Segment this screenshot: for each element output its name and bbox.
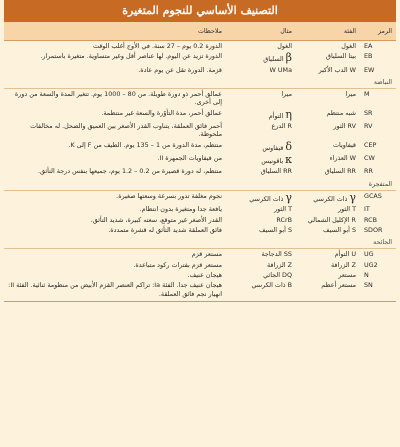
cell-example-text: R الدرع bbox=[271, 122, 292, 131]
cell-example-text: DQ الجاثي bbox=[263, 271, 292, 280]
cell-class bbox=[296, 260, 360, 270]
cell-example-text: Z الزرافة bbox=[266, 260, 292, 269]
cell-class-text: RV الثور bbox=[333, 122, 356, 131]
cell-symbol: CW bbox=[364, 154, 375, 163]
table-row bbox=[4, 225, 396, 235]
classification-table bbox=[4, 22, 396, 299]
cell-example bbox=[226, 204, 296, 214]
cell-class bbox=[296, 89, 360, 108]
group-row bbox=[4, 235, 396, 249]
cell-class-text: RR السلياق bbox=[324, 167, 356, 176]
cell-example-text: RR السلياق bbox=[260, 167, 292, 176]
cell-class-text: R الإكليل الشمالي bbox=[307, 215, 356, 224]
cell-class-text: ذات الكرسي bbox=[313, 194, 348, 203]
table-row bbox=[4, 89, 396, 108]
cell-symbol: IT bbox=[364, 205, 370, 214]
cell-class-greek-letter: γ bbox=[349, 190, 356, 204]
cell-example bbox=[226, 190, 296, 204]
table-row bbox=[4, 166, 396, 176]
cell-notes: يافعة جدا ومتغيرة بدون انتظام. bbox=[139, 205, 222, 214]
cell-example bbox=[226, 280, 296, 299]
cell-example bbox=[226, 153, 296, 166]
cell-example bbox=[226, 140, 296, 153]
cell-notes: مستعر قزم بفترات ركود متباعدة. bbox=[133, 260, 222, 269]
cell-example bbox=[226, 89, 296, 108]
cell-class bbox=[296, 280, 360, 299]
cell-example-text: ذات الكرسي bbox=[249, 194, 284, 203]
cell-class-text: الغول bbox=[341, 42, 356, 50]
cell-example-text: السلياق bbox=[263, 55, 284, 64]
cell-symbol: GCAS bbox=[364, 191, 382, 200]
cell-class-text: W العذراء bbox=[329, 154, 356, 163]
cell-symbol: SN bbox=[364, 281, 373, 290]
cell-example-text: الغول bbox=[277, 42, 292, 50]
cell-example-text: قيفاوس bbox=[262, 143, 284, 152]
cell-notes: عمالق أحمر، مدة التأوّرة والسعة غير منتظمة. bbox=[101, 108, 222, 117]
cell-example-text: RCrB bbox=[276, 215, 292, 224]
cell-symbol: CEP bbox=[364, 140, 377, 149]
cell-class bbox=[296, 121, 360, 140]
cell-symbol: EB bbox=[364, 52, 373, 61]
table-row bbox=[4, 121, 396, 140]
cell-example-greek-letter: γ bbox=[285, 190, 292, 204]
cell-example-greek-letter: η bbox=[285, 107, 292, 121]
cell-symbol: UG bbox=[364, 250, 374, 259]
cell-symbol: M bbox=[364, 90, 370, 99]
cell-class-text: شبه منتظم bbox=[326, 108, 356, 117]
cell-example-text: B ذات الكرسي bbox=[251, 281, 292, 290]
cell-notes: منتظم، مدة الدورة من 1 – 135 يوم. الطيف من F إلى K. bbox=[68, 140, 222, 149]
table-row bbox=[4, 41, 396, 52]
cell-example-text: باڤونيس bbox=[261, 157, 284, 166]
table-title: التصنيف الأساسي للنجوم المتغيرة bbox=[4, 0, 396, 22]
cell-example bbox=[226, 166, 296, 176]
cell-symbol: RCB bbox=[364, 215, 377, 224]
cell-notes: مستعر قزم bbox=[191, 250, 222, 259]
table-row bbox=[4, 204, 396, 214]
table-row bbox=[4, 51, 396, 64]
cell-notes: الدورة تزيد عن اليوم. لها عناصر أقل وغير متساوية. متغيرة باستمرار. bbox=[40, 52, 222, 61]
cell-class-text: T الثور bbox=[338, 205, 356, 214]
cell-symbol: RR bbox=[364, 167, 373, 176]
cell-example bbox=[226, 225, 296, 235]
cell-example bbox=[226, 41, 296, 52]
cell-example bbox=[226, 108, 296, 121]
group-label: الجائحة bbox=[4, 235, 396, 249]
table-row bbox=[4, 153, 396, 166]
cell-example-text: SS الدجاجة bbox=[261, 250, 292, 259]
cell-class bbox=[296, 249, 360, 260]
cell-symbol: EA bbox=[364, 42, 373, 50]
cell-class-text: مستعر bbox=[338, 271, 356, 280]
cell-example bbox=[226, 260, 296, 270]
cell-example bbox=[226, 215, 296, 225]
cell-class-text: مستعر أعظم bbox=[321, 281, 356, 290]
cell-notes: فائق العملقة شديد التأثق له قشرة متمددة. bbox=[108, 225, 222, 234]
group-label: المتفجرة bbox=[4, 177, 396, 191]
cell-class-text: S أبو السيف bbox=[323, 225, 356, 234]
cell-class bbox=[296, 65, 360, 75]
cell-notes: قزمة. الدورة تقل عن يوم عادة. bbox=[138, 65, 222, 74]
cell-example-text: T الثور bbox=[274, 205, 292, 214]
table-row bbox=[4, 140, 396, 153]
table-row bbox=[4, 108, 396, 121]
cell-notes: منتظم، له دورة قصيرة من 0.2 – 1.2 يوم، جميعها بنفس درجة التأثق. bbox=[38, 167, 222, 176]
cell-notes: أحمر فائق العملقة، يتناوب القدر الأصغر بين العميق والضحل. له مخالفات ملحوظة. bbox=[30, 122, 222, 139]
header-example: مثال bbox=[226, 22, 296, 41]
cell-class bbox=[296, 108, 360, 121]
cell-class-text: ميرا bbox=[345, 90, 356, 99]
cell-class bbox=[296, 41, 360, 52]
cell-class bbox=[296, 204, 360, 214]
cell-example bbox=[226, 51, 296, 64]
cell-notes: نجوم مغلفة تدور بسرعة وسعتها صغيرة. bbox=[116, 191, 222, 200]
header-symbol: الرمز bbox=[360, 22, 396, 41]
cell-class bbox=[296, 190, 360, 204]
cell-notes: عمالق أحمر ذو دورة طويلة. من 80 – 1000 يوم. تتغير المدة والسعة من دورة إلى أخرى. bbox=[14, 90, 222, 107]
cell-example-text: ميرا bbox=[281, 90, 292, 99]
table-bottom-rule bbox=[4, 301, 396, 302]
cell-class bbox=[296, 166, 360, 176]
table-body bbox=[4, 41, 396, 300]
cell-class-text: U التوأم bbox=[334, 250, 356, 259]
header-class: الفئة bbox=[296, 22, 360, 41]
table-row bbox=[4, 190, 396, 204]
cell-notes: الدورة 0.2 يوم – 27 سنة. في الأوج أغلب الوقت bbox=[92, 42, 222, 50]
cell-symbol: EW bbox=[364, 65, 375, 74]
cell-example bbox=[226, 65, 296, 75]
cell-symbol: UG2 bbox=[364, 260, 378, 269]
cell-example-text: التوأم bbox=[268, 111, 284, 120]
cell-example-text: S أبو السيف bbox=[259, 225, 292, 234]
cell-notes: من قيفاويات الجمهرة II. bbox=[157, 154, 222, 163]
cell-symbol: SDOR bbox=[364, 225, 383, 234]
cell-class bbox=[296, 225, 360, 235]
cell-class-text: Z الزرافة bbox=[330, 260, 356, 269]
table-row bbox=[4, 215, 396, 225]
table-row bbox=[4, 270, 396, 280]
header-notes: ملاحظات bbox=[4, 22, 226, 41]
cell-example bbox=[226, 270, 296, 280]
cell-symbol: RV bbox=[364, 122, 373, 131]
cell-class bbox=[296, 140, 360, 153]
cell-notes: هيجان عنيف جدا. الفئة Ia: تراكم العنصر القزم الأبيض من منظومة ثنائية. الفئة II: انهيار نجم فائق العملقة. bbox=[8, 281, 222, 298]
cell-example bbox=[226, 121, 296, 140]
group-label: النباضة bbox=[4, 75, 396, 89]
cell-symbol: SR bbox=[364, 108, 373, 117]
cell-class-text: بيتا السلياق bbox=[326, 52, 356, 61]
cell-class bbox=[296, 270, 360, 280]
table-row bbox=[4, 280, 396, 299]
cell-symbol: N bbox=[364, 271, 369, 280]
cell-example-text: W UMa bbox=[269, 65, 292, 74]
group-row bbox=[4, 177, 396, 191]
cell-example-greek-letter: β bbox=[285, 51, 292, 65]
cell-example bbox=[226, 249, 296, 260]
cell-class-text: قيفاويات bbox=[333, 140, 356, 149]
cell-class bbox=[296, 51, 360, 64]
cell-class bbox=[296, 215, 360, 225]
group-row bbox=[4, 75, 396, 89]
table-row bbox=[4, 65, 396, 75]
cell-example-greek-letter: κ bbox=[285, 153, 292, 167]
cell-notes: القدر الأصغر غير متوقع، سعته كبيرة، شديد التأثق. bbox=[90, 215, 222, 224]
table-row bbox=[4, 249, 396, 260]
header-row bbox=[4, 22, 396, 41]
cell-example-greek-letter: δ bbox=[285, 139, 292, 153]
cell-class-text: W الدب الأكبر bbox=[318, 65, 356, 74]
cell-class bbox=[296, 153, 360, 166]
table-row bbox=[4, 260, 396, 270]
cell-notes: هيجان عنيف. bbox=[187, 271, 222, 280]
